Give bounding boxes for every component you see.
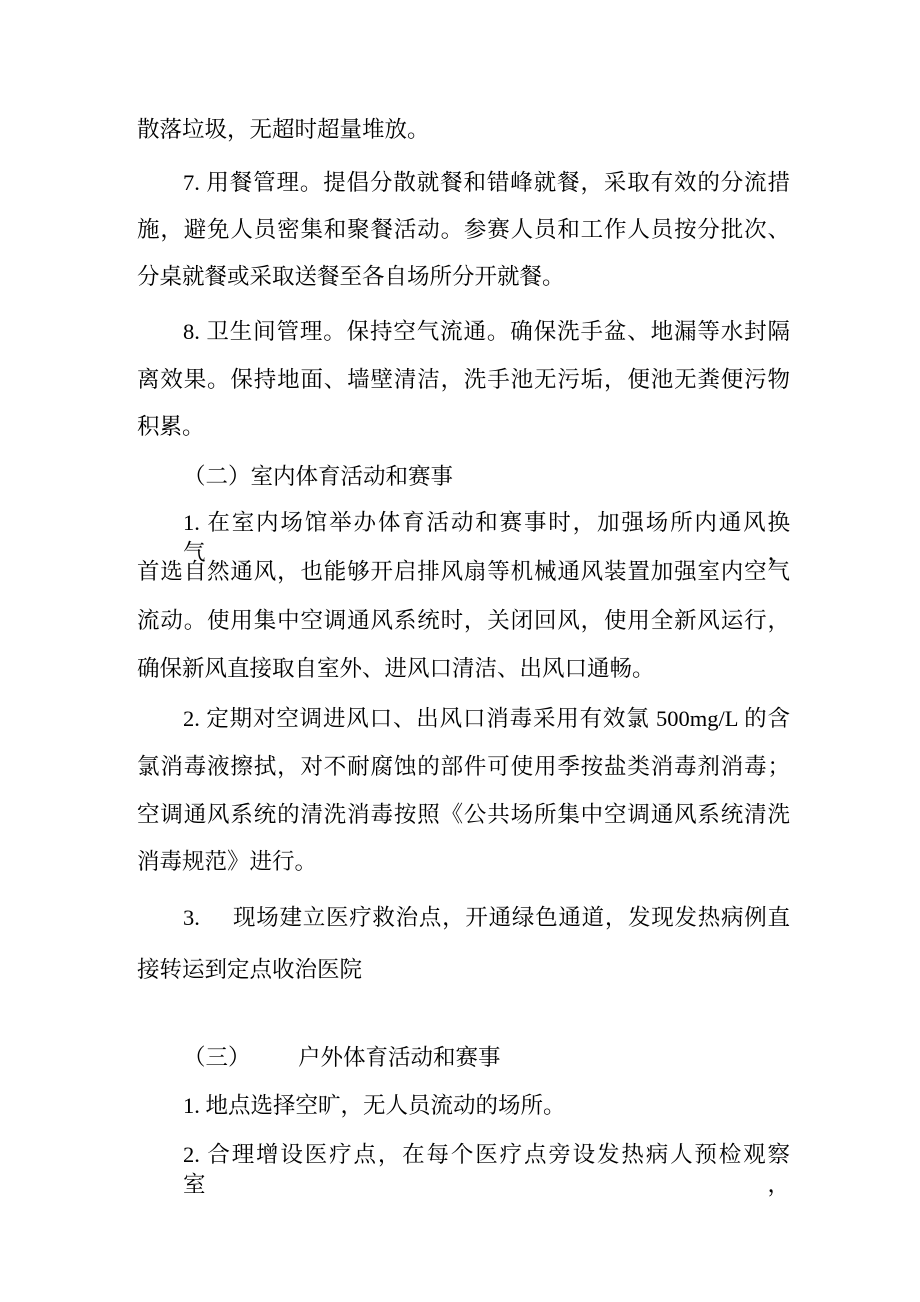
paragraph-line: 施，避免人员密集和聚餐活动。参赛人员和工作人员按分批次、 — [137, 217, 790, 242]
paragraph-line: 分桌就餐或采取送餐至各自场所分开就餐。 — [137, 264, 565, 289]
paragraph-line: 7. 用餐管理。提倡分散就餐和错峰就餐，采取有效的分流措 — [183, 170, 790, 195]
continuation-line: 散落垃圾，无超时超量堆放。 — [137, 117, 430, 142]
paragraph-line: 氯消毒液擦拭，对不耐腐蚀的部件可使用季按盐类消毒剂消毒； — [137, 754, 790, 779]
paragraph-line: 现场建立医疗救治点，开通绿色通道，发现发热病例直 — [233, 905, 790, 930]
section-3-item-2: 2. 合理增设医疗点，在每个医疗点旁设发热病人预检观察室， — [183, 1142, 790, 1197]
paragraph-line: 1. 在室内场馆举办体育活动和赛事时，加强场所内通风换气， — [183, 510, 790, 565]
item-number: 3. — [183, 905, 200, 930]
section-3-heading-number: （三） — [183, 1045, 251, 1070]
paragraph-line: 首选自然通风，也能够开启排风扇等机械通风装置加强室内空气 — [137, 559, 790, 584]
paragraph-line: 空调通风系统的清洗消毒按照《公共场所集中空调通风系统清洗 — [137, 802, 790, 827]
paragraph-line: 积累。 — [137, 414, 205, 439]
paragraph-line: 2. 定期对空调进风口、出风口消毒采用有效氯 500mg/L 的含 — [183, 706, 790, 731]
paragraph-line: 接转运到定点收治医院 — [137, 957, 363, 982]
paragraph-line: 离效果。保持地面、墙壁清洁，洗手池无污垢，便池无粪便污物 — [137, 367, 790, 392]
section-3-item-1: 1. 地点选择空旷，无人员流动的场所。 — [183, 1093, 566, 1118]
section-3-heading-title: 户外体育活动和赛事 — [298, 1045, 501, 1070]
paragraph-line: 消毒规范》进行。 — [137, 849, 318, 874]
paragraph-line: 确保新风直接取自室外、进风口清洁、出风口通畅。 — [137, 656, 655, 681]
paragraph-line: 8. 卫生间管理。保持空气流通。确保洗手盆、地漏等水封隔 — [183, 319, 790, 344]
section-2-heading: （二）室内体育活动和赛事 — [183, 464, 454, 489]
paragraph-line: 流动。使用集中空调通风系统时，关闭回风，使用全新风运行， — [137, 608, 790, 633]
